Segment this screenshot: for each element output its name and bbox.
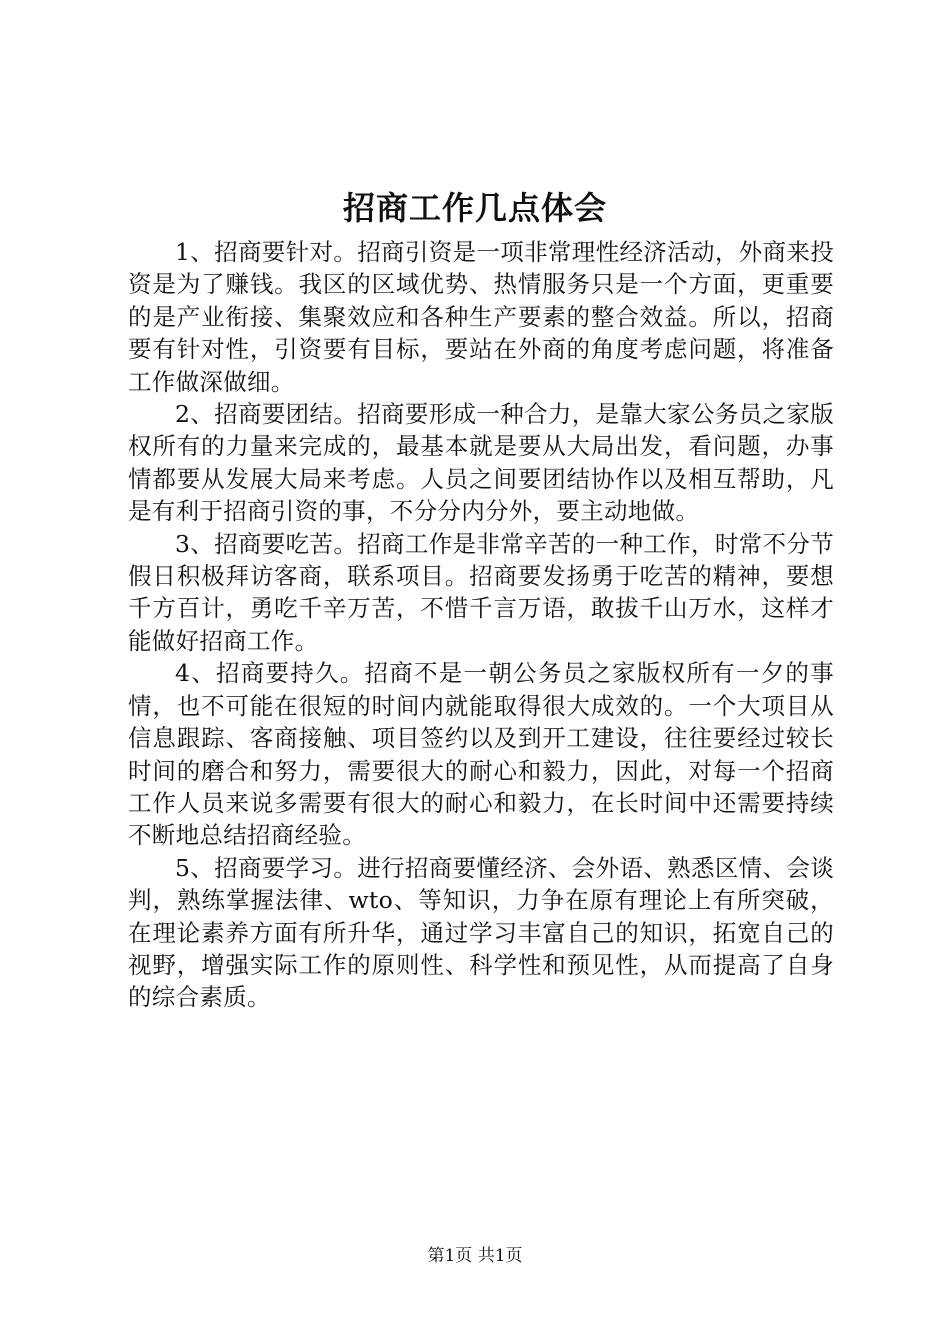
paragraph-4: 4、招商要持久。招商不是一朝公务员之家版权所有一夕的事情，也不可能在很短的时间内就能取得很大成效的。一个大项目从信息跟踪、客商接触、项目签约以及到开工建设，往往要经过较长时间的磨合和努力，需要很大的耐心和毅力，因此，对每一个招商工作人员来说多需要有很大的耐心和毅力，在长时间中还需要持续不断地总结招商经验。	[128, 659, 834, 850]
paragraph-2: 2、招商要团结。招商要形成一种合力，是靠大家公务员之家版权所有的力量来完成的，最基本就是要从大局出发，看问题，办事情都要从发展大局来考虑。人员之间要团结协作以及相互帮助，凡是有利于招商引资的事，不分分内分外，要主动地做。	[128, 400, 834, 526]
paragraph-5: 5、招商要学习。进行招商要懂经济、会外语、熟悉区情、会谈判，熟练掌握法律、wto、等知识，力争在原有理论上有所突破，在理论素养方面有所升华，通过学习丰富自己的知识，拓宽自己的视野，增强实际工作的原则性、科学性和预见性，从而提高了自身的综合素质。	[128, 853, 834, 1012]
paragraph-3: 3、招商要吃苦。招商工作是非常辛苦的一种工作，时常不分节假日积极拜访客商，联系项目。招商要发扬勇于吃苦的精神，要想千方百计，勇吃千辛万苦，不惜千言万语，敢拔千山万水，这样才能做好招商工作。	[128, 529, 834, 655]
page-footer: 第1页 共1页	[427, 1246, 523, 1266]
document-title: 招商工作几点体会	[342, 189, 607, 227]
document-body	[128, 236, 834, 1014]
paragraph-1: 1、招商要针对。招商引资是一项非常理性经济活动，外商来投资是为了赚钱。我区的区域优势、热情服务只是一个方面，更重要的是产业衔接、集聚效应和各种生产要素的整合效益。所以，招商要有针对性，引资要有目标，要站在外商的角度考虑问题，将准备工作做深做细。	[128, 238, 834, 396]
